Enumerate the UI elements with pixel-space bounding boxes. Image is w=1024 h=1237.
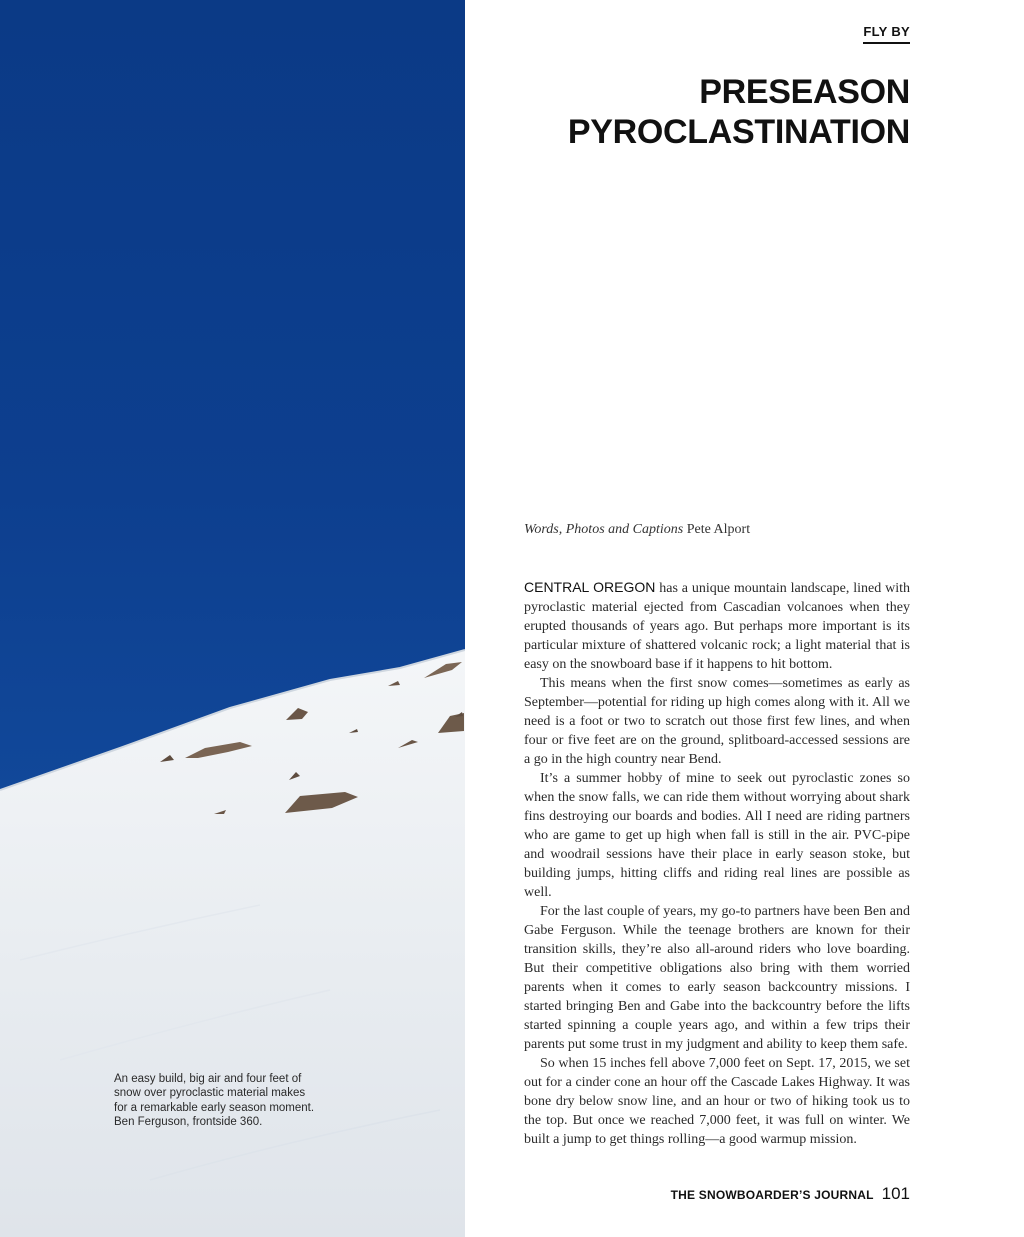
article-paragraph: This means when the first snow comes—sometimes as early as September—potential for riding up high comes along with it. All we need is a foot or two to scratch out those first few lines, and when four or five feet are on the ground, splitboard-accessed sessions are a go in the high country near Bend. [524, 676, 910, 767]
snow-slope [0, 650, 465, 1237]
page-footer [671, 1184, 910, 1204]
snow-slope-photo [0, 0, 465, 1237]
article-paragraph: It’s a summer hobby of mine to seek out pyroclastic zones so when the snow falls, we can ride them without worrying about shark fins destroying our boards and bodies. All I need are riding partners who are game to get up high when fall is still in the air. PVC-pipe and woodrail sessions have their place in early season stoke, but building jumps, hitting cliffs and riding real lines are possible as well. [524, 771, 910, 900]
byline-role: Words, Photos and Captions [524, 522, 684, 537]
byline [524, 522, 750, 538]
article-body [524, 578, 910, 1149]
photo-illustration [0, 0, 465, 1237]
byline-name: Pete Alport [686, 522, 751, 537]
photo-caption: An easy build, big air and four feet of snow over pyroclastic material makes for a remarkable early season moment. Ben Ferguson, frontside 360. [114, 1073, 315, 1129]
article-paragraph [524, 578, 910, 674]
section-label: FLY BY [863, 24, 910, 44]
headline-line-1: PRESEASON [699, 73, 910, 111]
article-paragraph: So when 15 inches fell above 7,000 feet on Sept. 17, 2015, we set out for a cinder cone an hour off the Cascade Lakes Highway. It was bone dry below snow line, and an hour or two of hiking took us to the top. But once we reached 7,000 feet, it was full on winter. We built a jump to get things rolling—a good warmup mission. [524, 1056, 910, 1147]
page-number: 101 [881, 1184, 910, 1203]
headline-line-2: PYROCLASTINATION [567, 113, 910, 151]
publication-name: THE SNOWBOARDER’S JOURNAL [670, 1188, 874, 1202]
lead-in: CENTRAL OREGON [524, 579, 656, 595]
paragraph-text: has a unique mountain landscape, lined with pyroclastic material ejected from Cascadian volcanoes when they erupted thousands of years ago. But perhaps more important is its particular mixture of shattered volcanic rock; a light material that is easy on the snowboard base if it happens to hit bottom. [524, 581, 910, 672]
headline [490, 72, 910, 152]
article-paragraph: For the last couple of years, my go-to partners have been Ben and Gabe Ferguson. While the teenage brothers are known for their transition skills, they’re also all-around riders who love boarding. But their competitive obligations also bring with them worried parents when it comes to early season backcountry missions. I started bringing Ben and Gabe into the backcountry before the lifts started spinning a couple years ago, and within a few trips their parents put some trust in my judgment and ability to keep them safe. [524, 904, 910, 1052]
